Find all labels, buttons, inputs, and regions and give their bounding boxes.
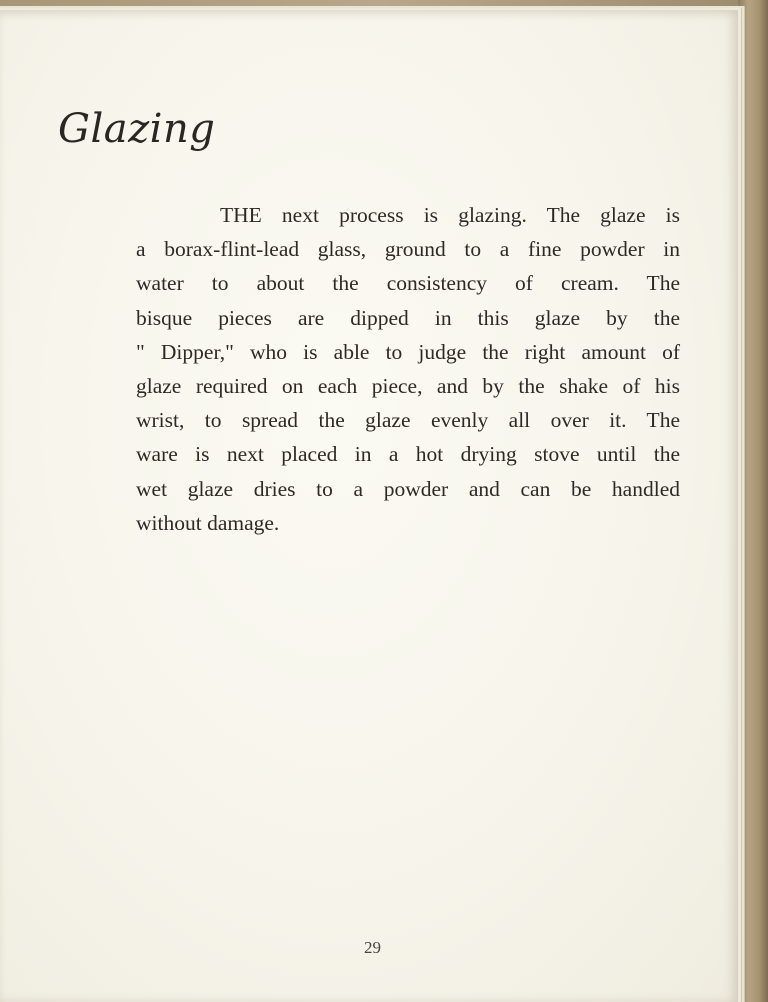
paragraph-line: wet glaze dries to a powder and can be handled	[136, 476, 680, 501]
paragraph-line: a borax-flint-lead glass, ground to a fine powder in	[136, 237, 680, 262]
paragraph-line: water to about the consistency of cream. The	[136, 271, 680, 296]
paragraph-line: without damage.	[136, 510, 280, 535]
body-paragraph	[136, 198, 680, 540]
book-page	[0, 10, 738, 1002]
paragraph-line: ware is next placed in a hot drying stove until the	[136, 442, 680, 467]
page-title: Glazing	[58, 106, 216, 152]
paragraph-line: THE next process is glazing. The glaze is	[220, 203, 680, 227]
paragraph-line: " Dipper," who is able to judge the right amount of	[136, 339, 680, 364]
paragraph-line: bisque pieces are dipped in this glaze by the	[136, 305, 680, 330]
paragraph-line: glaze required on each piece, and by the shake of his	[136, 374, 680, 399]
page-number: 29	[364, 938, 381, 957]
paragraph-line: wrist, to spread the glaze evenly all over it. The	[136, 408, 680, 433]
